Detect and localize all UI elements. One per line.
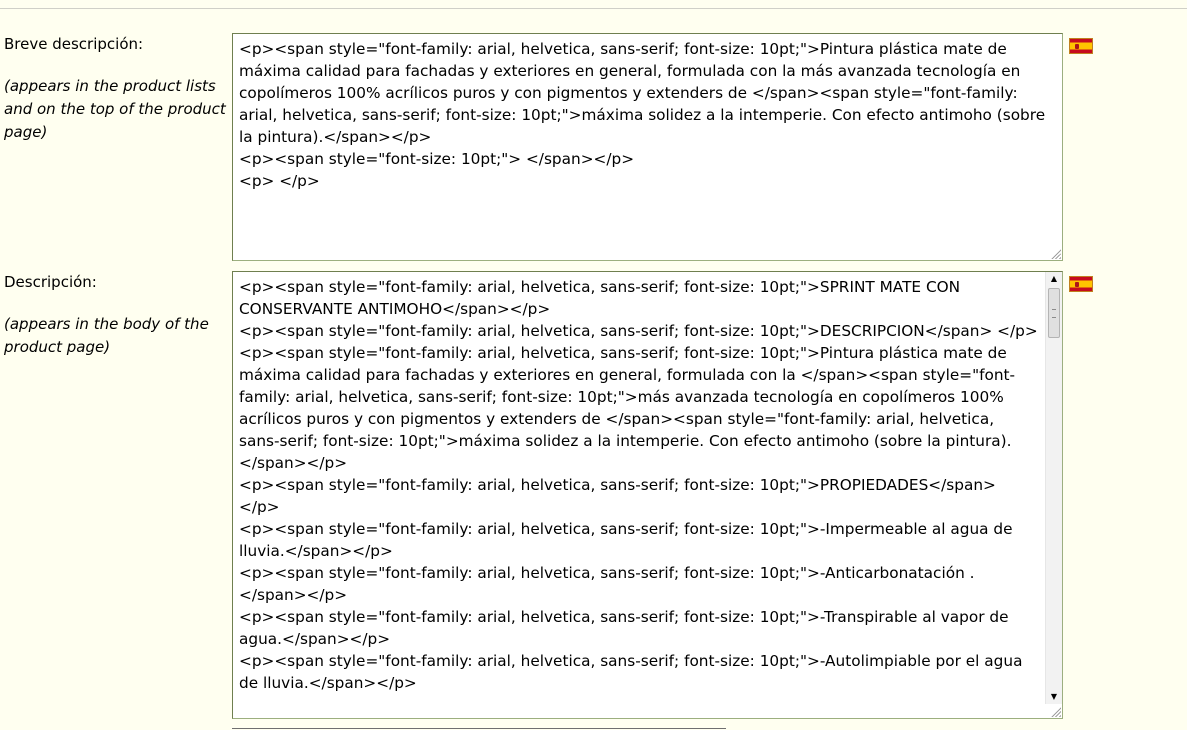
short-description-content[interactable] [233, 34, 1062, 192]
description-line: <p><span style="font-family: arial, helvetica, sans-serif; font-size: 10pt;">SPRINT MATE CON CONSERVANTE ANTIMOHO</span></p> [239, 278, 961, 318]
description-line: <p><span style="font-family: arial, helvetica, sans-serif; font-size: 10pt;">-Anticarbonatación . </span></p> [239, 564, 975, 604]
short-description-label-block [4, 33, 232, 144]
short-description-line: <p><span style="font-size: 10pt;"> </span></p> [239, 150, 635, 168]
description-label-block [4, 271, 232, 359]
description-resize-grip[interactable] [1049, 705, 1061, 717]
description-line: <p><span style="font-family: arial, helvetica, sans-serif; font-size: 10pt;">-Autolimpiable por el agua de lluvia.</span></p> [239, 652, 1023, 692]
description-line: <p><span style="font-family: arial, helvetica, sans-serif; font-size: 10pt;">PROPIEDADES</span> </p> [239, 476, 996, 516]
scroll-thumb[interactable] [1048, 288, 1060, 338]
short-description-hint: (appears in the product lists and on the top of the product page) [4, 77, 226, 141]
scroll-down-arrow-icon[interactable]: ▼ [1050, 692, 1058, 701]
description-textarea[interactable] [232, 271, 1063, 719]
spain-flag-icon[interactable] [1069, 38, 1093, 54]
short-description-label: Breve descripción: [4, 35, 144, 53]
description-hint: (appears in the body of the product page) [4, 315, 209, 356]
description-line: <p><span style="font-family: arial, helvetica, sans-serif; font-size: 10pt;">-Impermeable al agua de lluvia.</span></p> [239, 520, 1013, 560]
description-line: <p><span style="font-family: arial, helvetica, sans-serif; font-size: 10pt;">DESCRIPCION</span> </p> [239, 322, 1038, 340]
scroll-up-arrow-icon[interactable]: ▲ [1050, 274, 1058, 283]
short-description-textarea[interactable] [232, 33, 1063, 261]
description-scrollbar[interactable] [1045, 272, 1062, 704]
description-line: <p><span style="font-family: arial, helvetica, sans-serif; font-size: 10pt;">Pintura plástica mate de máxima calidad para fachadas y exteriores en general, formulada con la </span><span style="font-family: arial, helvetica, sans-serif; font-size: 10pt;">más avanzada tecnología en copolímeros 100% acrílicos puros y con pigmentos y extenders de </span><span style="font-family: arial, helvetica, sans-serif; font-size: 10pt;">máxima solidez a la intemperie. Con efecto antimoho (sobre la pintura). </span></p> [239, 344, 1016, 472]
top-divider [0, 8, 1187, 9]
short-description-line: <p><span style="font-family: arial, helvetica, sans-serif; font-size: 10pt;">Pintura plástica mate de máxima calidad para fachadas y exteriores en general, formulada con la más avanzada tecnología en copolímeros 100% acrílicos puros y con pigmentos y extenders de </span><span style="font-family: arial, helvetica, sans-serif; font-size: 10pt;">máxima solidez a la intemperie. Con efecto antimoho (sobre la pintura).</span></p> [239, 40, 1046, 146]
short-description-line: <p> </p> [239, 172, 320, 190]
short-description-resize-grip[interactable] [1049, 247, 1061, 259]
bottom-divider [232, 728, 726, 729]
spain-flag-icon[interactable] [1069, 276, 1093, 292]
description-label: Descripción: [4, 273, 97, 291]
description-line: <p><span style="font-family: arial, helvetica, sans-serif; font-size: 10pt;">-Transpirable al vapor de agua.</span></p> [239, 608, 1009, 648]
description-content[interactable] [233, 272, 1062, 694]
